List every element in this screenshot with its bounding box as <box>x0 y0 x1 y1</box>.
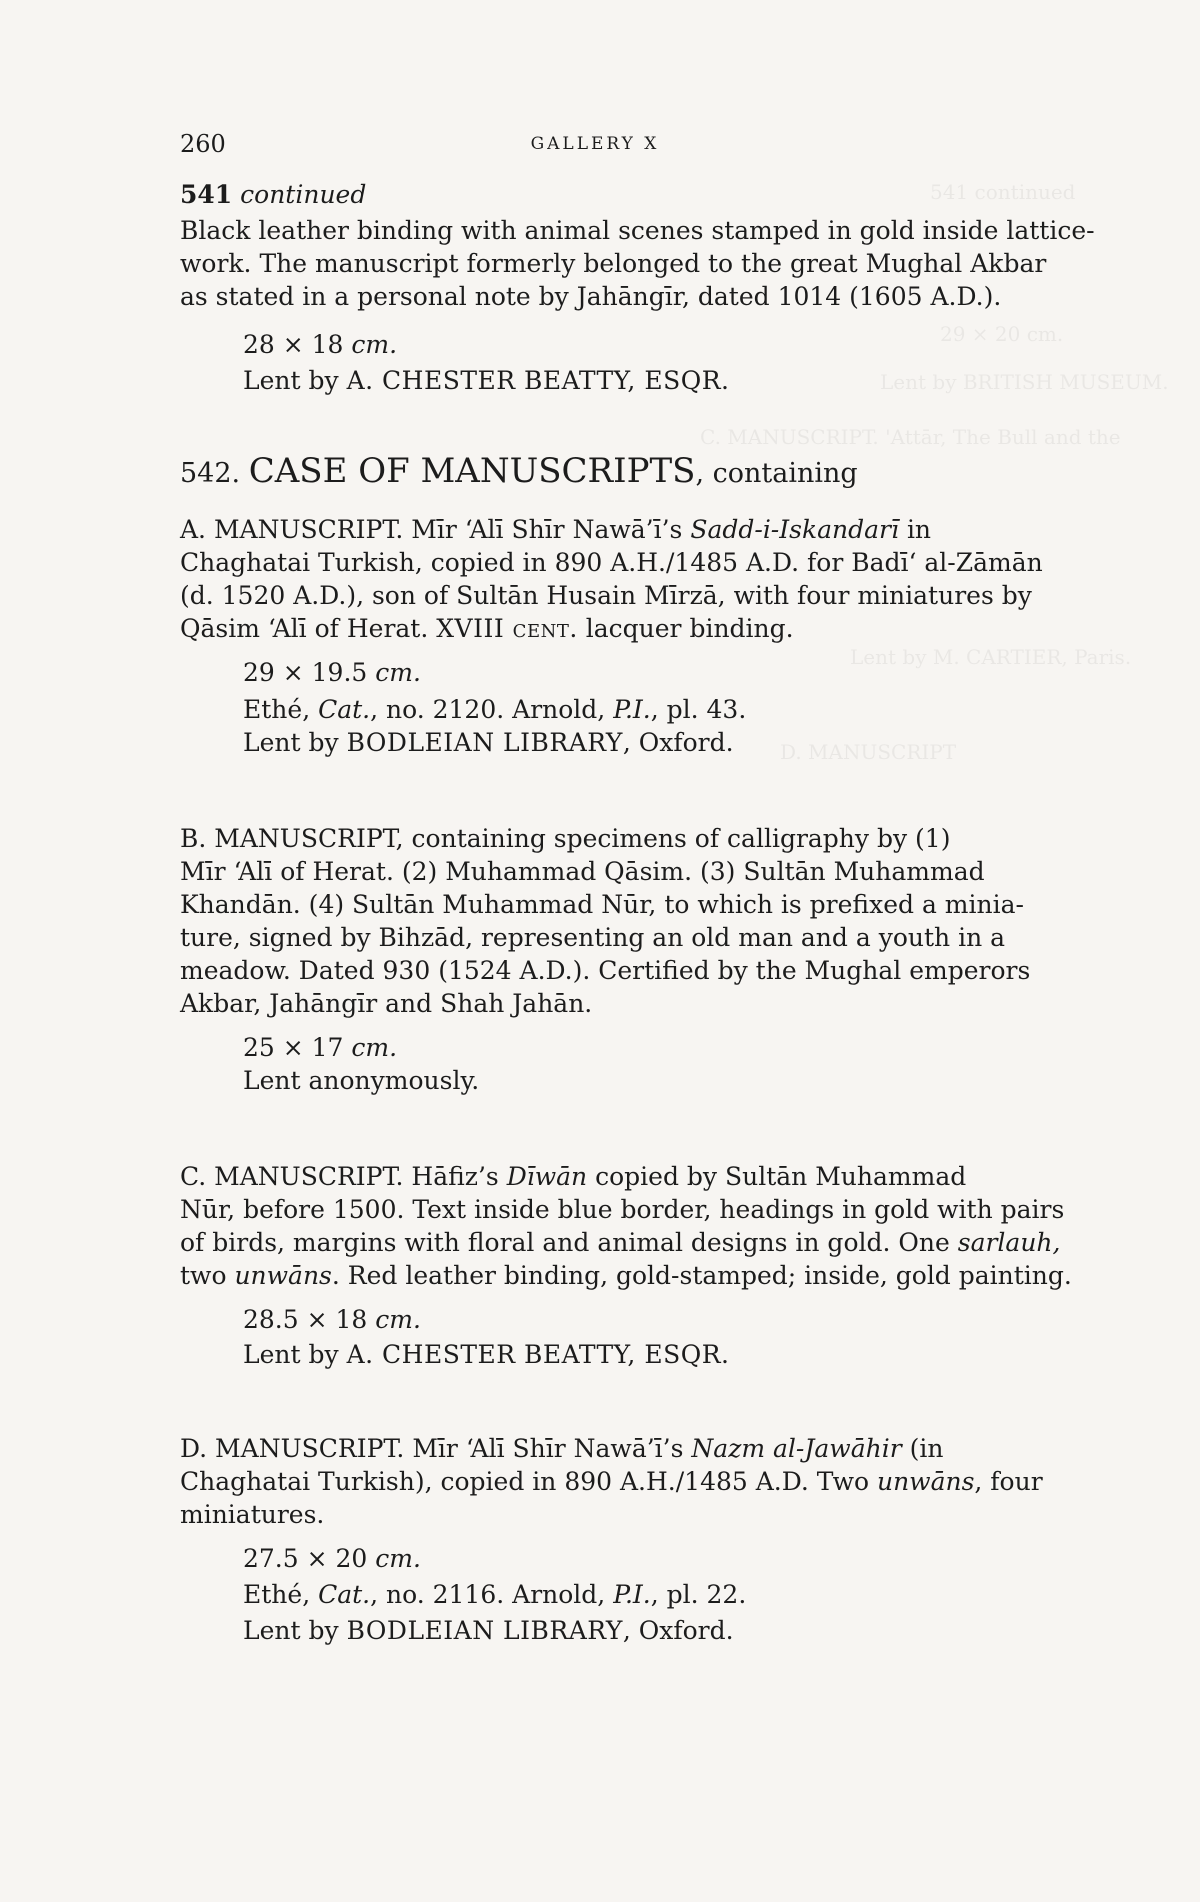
entry-c-line: two unwāns. Red leather binding, gold-stamped; inside, gold painting. <box>180 1261 1072 1290</box>
entry-b-line: Akbar, Jahāngīr and Shah Jahān. <box>180 989 593 1018</box>
entry-a-line: Qāsim ‘Alī of Herat. XVIII cent. lacquer binding. <box>180 614 794 643</box>
item-number: 541 <box>180 180 233 209</box>
item-541-dimensions: 28 × 18 cm. <box>243 330 398 359</box>
bleed-through-text: Lent by M. CARTIER, Paris. <box>850 645 1132 669</box>
bleed-through-text: 29 × 20 cm. <box>940 322 1064 346</box>
entry-a-line: Chaghatai Turkish, copied in 890 A.H./1485 A.D. for Badī‘ al-Zāmān <box>180 548 1043 577</box>
entry-b-line: Mīr ‘Alī of Herat. (2) Muhammad Qāsim. (3) Sultān Muhammad <box>180 857 985 886</box>
page-header <box>180 130 1010 170</box>
bleed-through-text: Lent by BRITISH MUSEUM. <box>880 370 1169 394</box>
entry-b-line: ture, signed by Bihzād, representing an old man and a youth in a <box>180 923 1006 952</box>
entry-c-label: C. MANUSCRIPT. <box>180 1162 404 1191</box>
case-title: CASE OF MANUSCRIPTS <box>248 451 696 491</box>
item-541-heading <box>180 178 1100 211</box>
continued-label: continued <box>240 180 367 209</box>
entry-b-line: meadow. Dated 930 (1524 A.D.). Certified by the Mughal emperors <box>180 956 1031 985</box>
item-541-text-line: as stated in a personal note by Jahāngīr, dated 1014 (1605 A.D.). <box>180 282 1002 311</box>
item-541-text-line: Black leather binding with animal scenes stamped in gold inside lattice- <box>180 216 1095 245</box>
bleed-through-text: C. MANUSCRIPT. 'Attār, The Bull and the <box>700 425 1121 449</box>
bleed-through-text: 541 continued <box>930 180 1076 204</box>
entry-b-lender: Lent anonymously. <box>243 1066 480 1095</box>
entry-a-label: A. MANUSCRIPT. <box>180 515 404 544</box>
entry-a-lender: Lent by BODLEIAN LIBRARY, Oxford. <box>243 728 734 757</box>
page-number: 260 <box>180 130 226 158</box>
entry-c-dimensions: 28.5 × 18 cm. <box>243 1305 421 1334</box>
entry-d-reference: Ethé, Cat., no. 2116. Arnold, P.I., pl. 22. <box>243 1580 747 1609</box>
entry-c-lender: Lent by A. CHESTER BEATTY, ESQR. <box>243 1340 730 1369</box>
entry-a-reference: Ethé, Cat., no. 2120. Arnold, P.I., pl. 43. <box>243 695 747 724</box>
entry-c-line: Nūr, before 1500. Text inside blue border, headings in gold with pairs <box>180 1195 1065 1224</box>
entry-d-lender: Lent by BODLEIAN LIBRARY, Oxford. <box>243 1616 734 1645</box>
entry-b-line: Khandān. (4) Sultān Muhammad Nūr, to which is prefixed a minia- <box>180 890 1024 919</box>
entry-d-line: D. MANUSCRIPT. Mīr ‘Alī Shīr Nawā’ī’s Nazm al-Jawāhir (in <box>180 1434 944 1463</box>
bleed-through-text: D. MANUSCRIPT <box>780 740 957 764</box>
item-542-heading: 542. CASE OF MANUSCRIPTS, containing <box>180 451 858 491</box>
entry-b-dimensions: 25 × 17 cm. <box>243 1033 398 1062</box>
entry-d-line: Chaghatai Turkish), copied in 890 A.H./1485 A.D. Two unwāns, four <box>180 1467 1043 1496</box>
entry-b-line: B. MANUSCRIPT, containing specimens of calligraphy by (1) <box>180 824 951 853</box>
entry-d-label: D. MANUSCRIPT. <box>180 1434 405 1463</box>
entry-d-line: miniatures. <box>180 1500 325 1529</box>
entry-c-line: C. MANUSCRIPT. Hāfiz’s Dīwān copied by Sultān Muhammad <box>180 1162 967 1191</box>
entry-a-line: A. MANUSCRIPT. Mīr ‘Alī Shīr Nawā’ī’s Sadd-i-Iskandarī in <box>180 515 932 544</box>
item-541-lender: Lent by A. CHESTER BEATTY, ESQR. <box>243 366 730 395</box>
running-title: GALLERY X <box>530 134 660 154</box>
entry-a-dimensions: 29 × 19.5 cm. <box>243 658 421 687</box>
entry-c-line: of birds, margins with floral and animal designs in gold. One sarlauh, <box>180 1228 1061 1257</box>
item-number: 542. <box>180 458 241 489</box>
item-541-text-line: work. The manuscript formerly belonged to the great Mughal Akbar <box>180 249 1047 278</box>
entry-a-line: (d. 1520 A.D.), son of Sultān Husain Mīrzā, with four miniatures by <box>180 581 1032 610</box>
entry-d-dimensions: 27.5 × 20 cm. <box>243 1544 421 1573</box>
entry-b-label: B. MANUSCRIPT, <box>180 824 404 853</box>
